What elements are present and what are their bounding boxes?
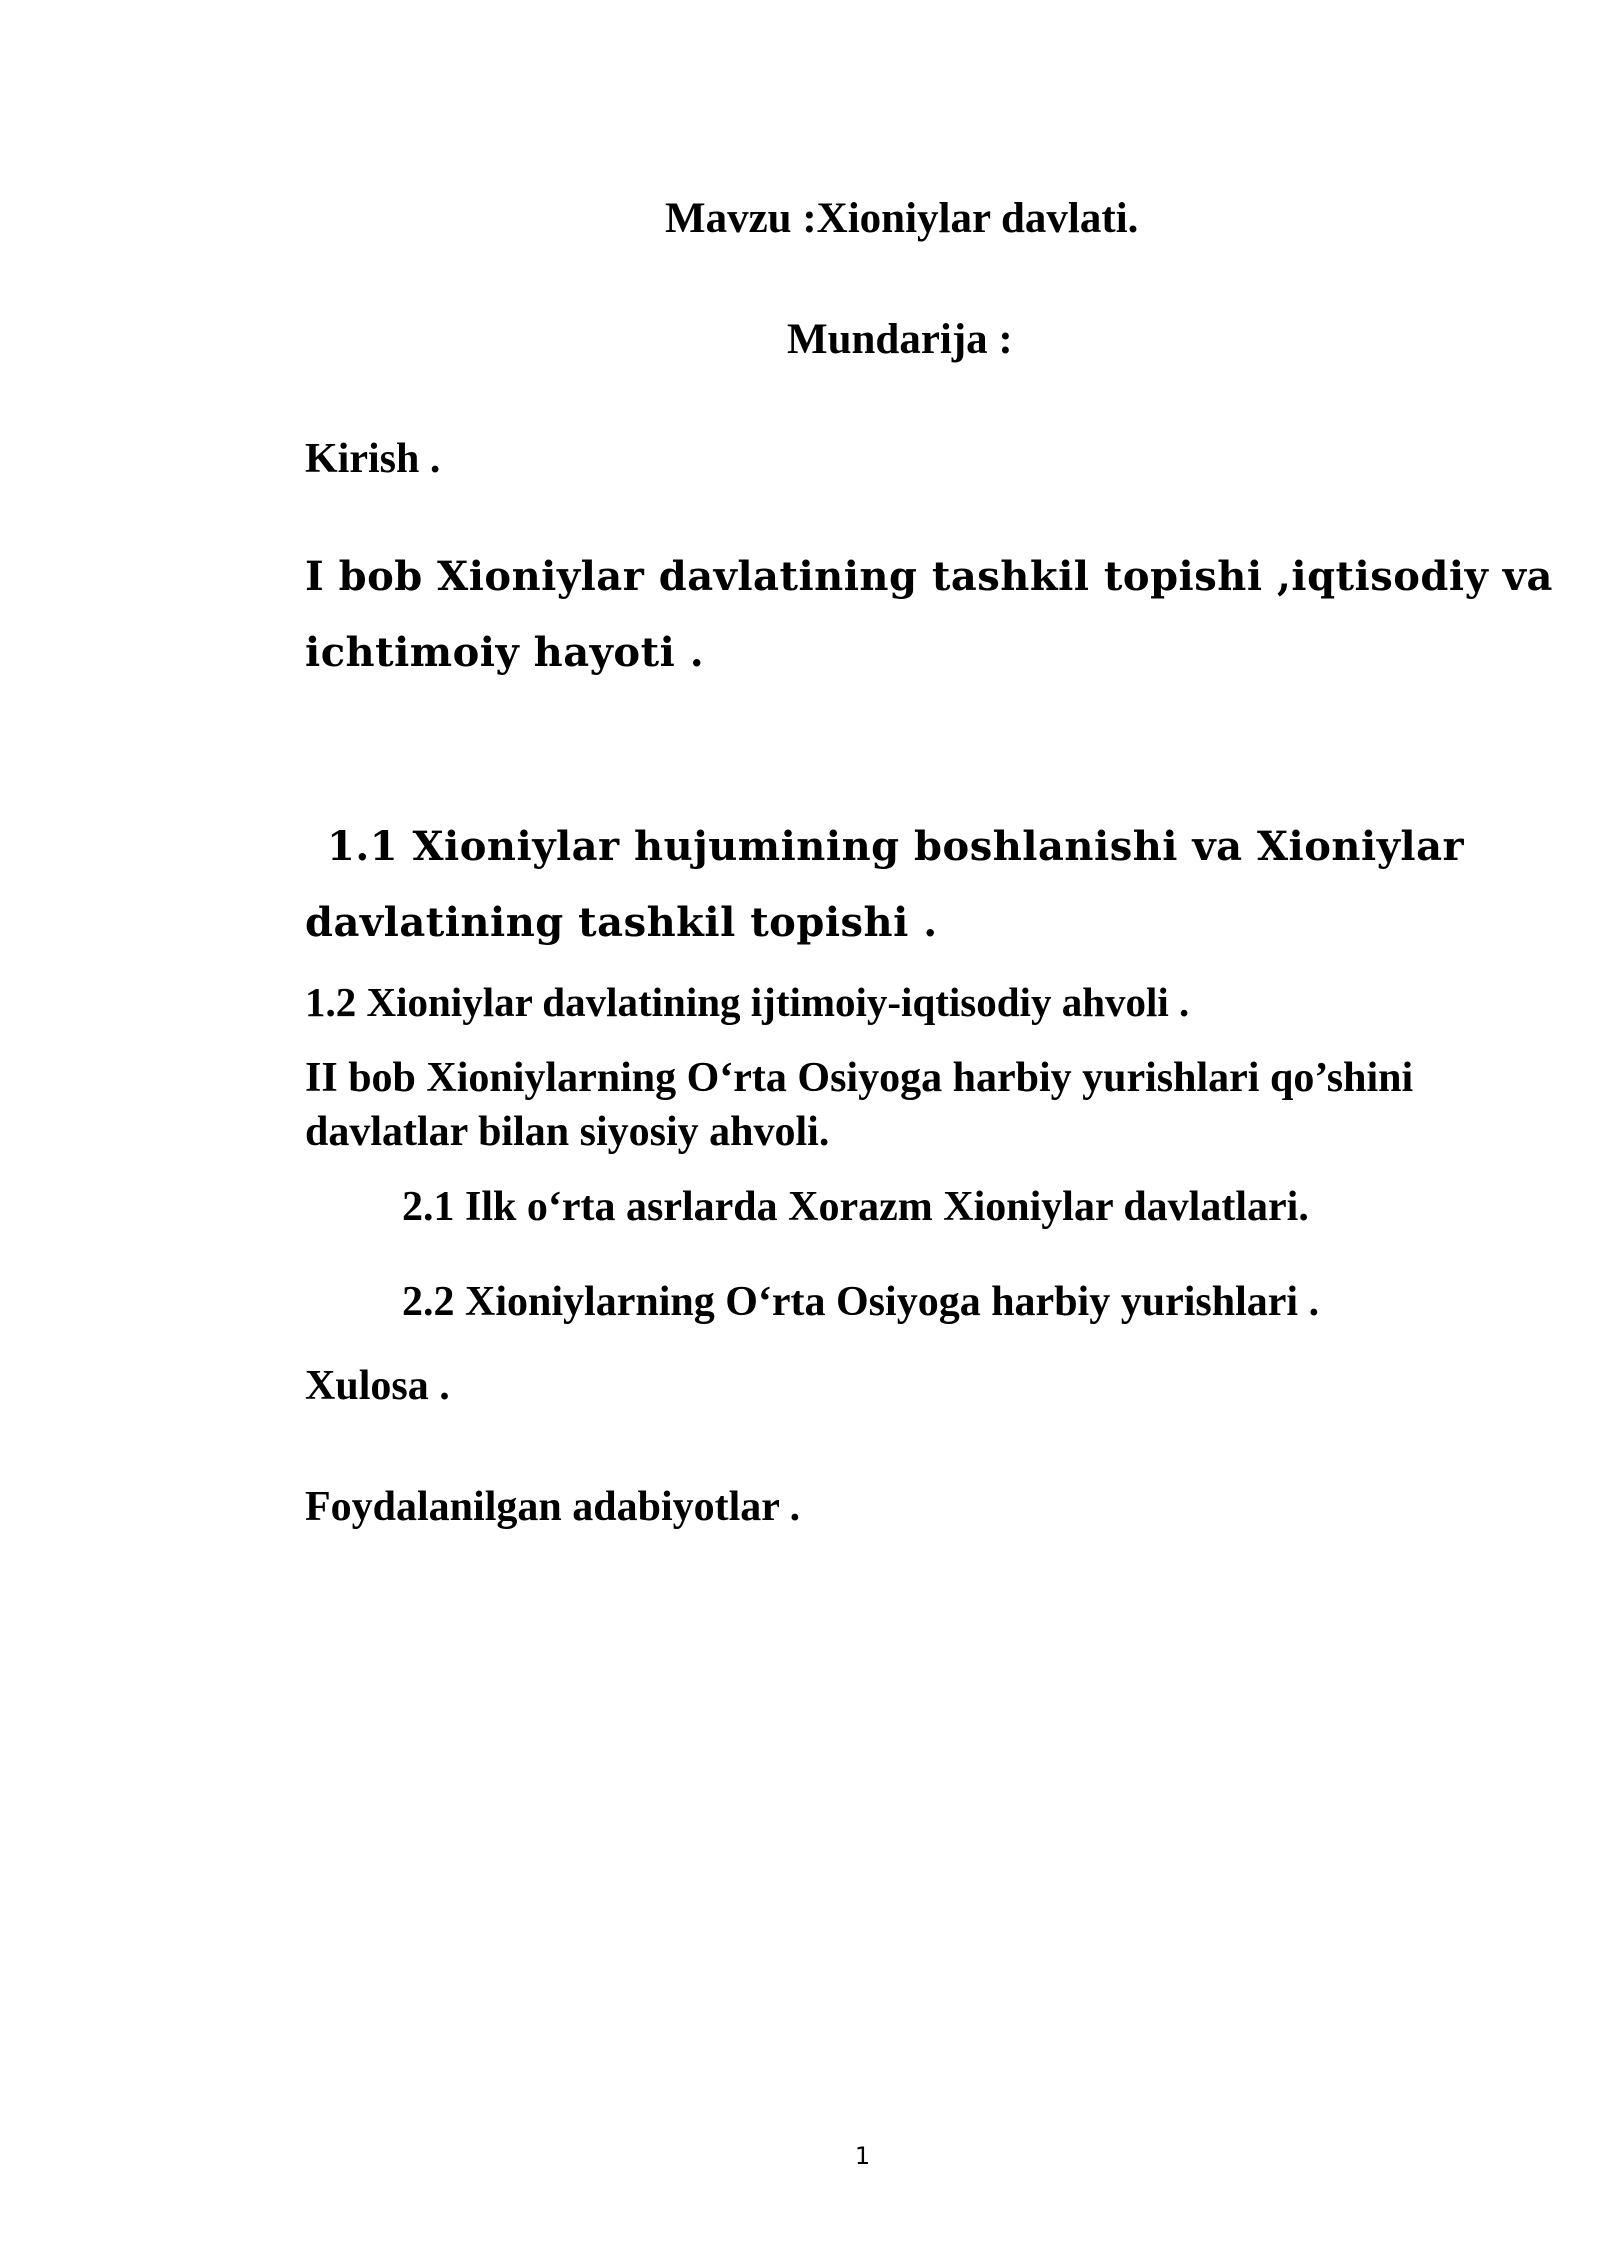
toc-entry-chapter-1: I bob Xioniylar davlatining tashkil topishi ,iqtisodiy va (305, 553, 1553, 600)
page-number: 1 (854, 2142, 871, 2170)
toc-entry-xulosa: Xulosa . (305, 1363, 450, 1409)
document-title: Mavzu :Xioniylar davlati. (665, 195, 1139, 242)
toc-entry-section-2-1: 2.1 Ilk o‘rta asrlarda Xorazm Xioniylar davlatlari. (402, 1184, 1309, 1230)
toc-entry-chapter-1-cont: ichtimoiy hayoti . (305, 629, 705, 676)
toc-entry-section-1-2: 1.2 Xioniylar davlatining ijtimoiy-iqtisodiy ahvoli . (305, 979, 1190, 1025)
toc-entry-section-1-1-cont: davlatining tashkil topishi . (305, 899, 938, 946)
toc-heading: Mundarija : (787, 316, 1013, 363)
toc-entry-section-2-2: 2.2 Xioniylarning O‘rta Osiyoga harbiy yurishlari . (402, 1279, 1320, 1325)
toc-entry-chapter-2: II bob Xioniylarning O‘rta Osiyoga harbiy yurishlari qo’shini (305, 1055, 1414, 1101)
toc-entry-section-1-1: 1.1 Xioniylar hujumining boshlanishi va Xioniylar (327, 823, 1465, 870)
toc-entry-kirish: Kirish . (305, 436, 441, 482)
toc-entry-references: Foydalanilgan adabiyotlar . (305, 1484, 801, 1530)
toc-entry-chapter-2-cont: davlatlar bilan siyosiy ahvoli. (305, 1109, 830, 1155)
